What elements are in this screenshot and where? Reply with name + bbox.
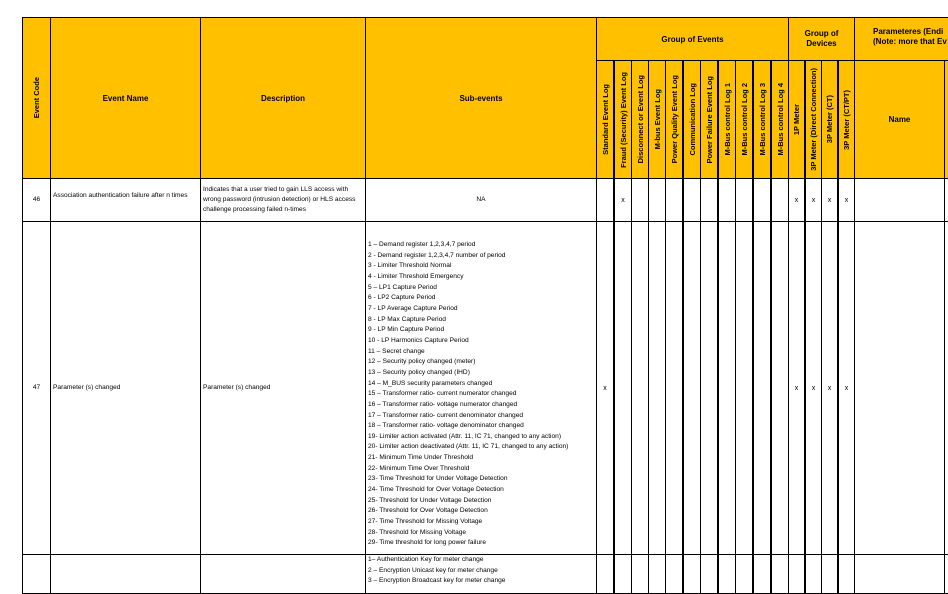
header-log-4 [665, 60, 683, 179]
row-47-sub-events [365, 221, 597, 555]
device-mark-cell [805, 221, 822, 555]
header-param-name [854, 60, 945, 179]
log-mark-cell [665, 178, 683, 222]
header-description-label: Description [260, 93, 305, 103]
sub-event-item: 2 - Demand register 1,2,3,4,7 number of period [368, 251, 506, 259]
log-mark-cell [700, 221, 718, 555]
header-log-9 [753, 60, 771, 179]
row-46-description-text: Indicates that a user tried to gain LLS access with wrong password (intrusion detection) or HLS access challenge processing failed n-times [203, 186, 356, 214]
log-mark-cell [631, 221, 649, 555]
header-description [200, 17, 366, 179]
device-mark-cell [788, 221, 805, 555]
header-device-label: 3P Meter (CT) [825, 95, 834, 144]
header-log-0 [596, 60, 614, 179]
log-mark-cell [648, 554, 666, 594]
param-extra-cell [944, 554, 948, 594]
log-mark-cell [753, 221, 771, 555]
header-log-2 [631, 60, 649, 179]
device-mark-cell [788, 554, 805, 594]
sub-event-item: 8 - LP Max Capture Period [368, 315, 446, 323]
sub-event-item: 19- Limiter action activated (Attr. 11, IC 71, changed to any action) [368, 432, 562, 440]
log-mark-cell [631, 178, 649, 222]
row-48-code [22, 554, 51, 594]
device-mark-cell [805, 178, 822, 222]
row-46-name [50, 178, 201, 222]
log-mark-cell [665, 221, 683, 555]
row-47-code-text: 47 [32, 383, 41, 391]
log-mark-cell [596, 178, 614, 222]
sub-event-item: 12 – Security policy changed (meter) [368, 358, 476, 366]
sub-event-item: 26- Threshold for Over Voltage Detection [368, 507, 488, 515]
header-group-of-events-label: Group of Events [661, 34, 724, 44]
header-log-1 [614, 60, 632, 179]
param-name-cell [854, 554, 945, 594]
row-48-description [200, 554, 366, 594]
log-mark-cell [648, 221, 666, 555]
header-log-label: M-Bus control Log 3 [757, 83, 767, 156]
log-mark-cell [614, 178, 632, 222]
header-group-of-devices-label: Group of Devices [804, 29, 839, 48]
header-log-label: Power Quality Event Log [669, 75, 679, 164]
sub-event-item: 18 – Transformer ratio- voltage denominator changed [368, 422, 524, 430]
header-log-label: Disconnect or Event Log [635, 75, 645, 164]
header-device-3 [838, 60, 855, 179]
header-log-label: M-Bus control Log 2 [739, 83, 749, 156]
row-46-code [22, 178, 51, 222]
header-sub-events-label: Sub-events [459, 93, 503, 103]
header-group-of-events [596, 17, 789, 61]
log-mark-cell [683, 178, 701, 222]
mark-x: x [794, 196, 799, 204]
header-param-name-label: Name [888, 115, 911, 124]
log-mark-cell [753, 554, 771, 594]
sub-event-item: 7 - LP Average Capture Period [368, 304, 458, 312]
log-mark-cell [614, 554, 632, 594]
header-log-label: Communication Log [687, 83, 697, 156]
header-log-label: Power Failure Event Log [704, 75, 714, 164]
header-log-label: M-Bus control Log 4 [775, 83, 785, 156]
param-name-cell [854, 178, 945, 222]
sub-event-item: 10 - LP Harmonics Capture Period [368, 336, 469, 344]
header-device-label: 3P Meter (CT/PT) [842, 89, 851, 150]
sub-event-item: 21- Minimum Time Under Threshold [368, 454, 474, 462]
log-mark-cell [683, 221, 701, 555]
log-mark-cell [648, 178, 666, 222]
header-log-label: M-Bus control Log 1 [722, 83, 732, 156]
sub-event-item: 3 - Limiter Threshold Normal [368, 262, 452, 270]
mark-x: x [844, 196, 849, 204]
mark-x: x [827, 196, 832, 204]
sub-event-item: 5 – LP1 Capture Period [368, 283, 437, 291]
log-mark-cell [735, 221, 753, 555]
log-mark-cell [771, 554, 789, 594]
header-log-label: Fraud (Security) Event Log [618, 71, 628, 168]
mark-x: x [827, 384, 832, 392]
log-mark-cell [614, 221, 632, 555]
sub-event-item: 27- Time Threshold for Missing Voltage [368, 518, 483, 526]
device-mark-cell [821, 178, 838, 222]
log-mark-cell [753, 178, 771, 222]
header-parameters-label: Parameteres (Endi (Note: more that Ev [873, 27, 947, 46]
sub-event-item: 28- Threshold for Missing Voltage [368, 528, 467, 536]
sub-event-item: 6 - LP2 Capture Period [368, 294, 436, 302]
row-47-code [22, 221, 51, 555]
log-mark-cell [718, 221, 736, 555]
row-46-name-text: Association authentication failure after n times [53, 192, 188, 199]
device-mark-cell [838, 178, 855, 222]
log-mark-cell [596, 221, 614, 555]
row-47-name-text: Parameter (s) changed [53, 383, 121, 391]
sub-event-item: 3 – Encryption Broadcast key for meter change [368, 577, 506, 585]
mark-x: x [794, 384, 799, 392]
log-mark-cell [735, 554, 753, 594]
sub-event-item: 29- Time threshold for long power failure [368, 539, 487, 547]
header-device-label: 3P Meter (Direct Connection) [809, 68, 818, 171]
log-mark-cell [683, 554, 701, 594]
header-log-7 [718, 60, 736, 179]
sub-event-item: 1 – Demand register 1,2,3,4,7 period [368, 241, 476, 248]
sub-event-item: 15 – Transformer ratio- current numerator changed [368, 390, 517, 398]
header-event-name [50, 17, 201, 179]
header-device-2 [821, 60, 838, 179]
log-mark-cell [700, 554, 718, 594]
header-log-10 [771, 60, 789, 179]
header-param-extra [944, 60, 948, 179]
log-mark-cell [700, 178, 718, 222]
sub-event-item: 1– Authentication Key for meter change [368, 556, 484, 563]
log-mark-cell [665, 554, 683, 594]
device-mark-cell [788, 178, 805, 222]
header-log-label: Standard Event Log [600, 84, 610, 155]
log-mark-cell [735, 178, 753, 222]
row-47-name [50, 221, 201, 555]
log-mark-cell [596, 554, 614, 594]
mark-x: x [621, 196, 625, 204]
header-sub-events [365, 17, 597, 179]
log-mark-cell [718, 178, 736, 222]
row-47-description-text: Parameter (s) changed [203, 383, 271, 391]
header-log-3 [648, 60, 666, 179]
sub-event-item: 23- Time Threshold for Under Voltage Detection [368, 475, 508, 483]
log-mark-cell [771, 178, 789, 222]
mark-x: x [811, 384, 816, 392]
sub-event-item: 20- Limiter action deactivated (Attr. 11, IC 71, changed to any action) [368, 443, 569, 451]
log-mark-cell [631, 554, 649, 594]
header-device-1 [805, 60, 822, 179]
device-mark-cell [805, 554, 822, 594]
sub-event-item: 16 – Transformer ratio- voltage numerator changed [368, 400, 518, 408]
header-log-label: M-bus Event Log [652, 89, 662, 150]
header-event-name-label: Event Name [102, 93, 149, 103]
sub-event-item: 24- Time Threshold for Over Voltage Detection [368, 486, 504, 494]
header-log-8 [735, 60, 753, 179]
mark-x: x [811, 196, 816, 204]
header-parameters [854, 17, 948, 61]
header-event-code [22, 17, 51, 179]
header-log-5 [683, 60, 701, 179]
mark-x: x [603, 384, 607, 392]
sub-event-item: 9 - LP Min Capture Period [368, 326, 445, 334]
param-extra-cell [944, 221, 948, 555]
mark-x: x [844, 384, 849, 392]
row-47-description [200, 221, 366, 555]
sub-event-item: 22- Minimum Time Over Threshold [368, 464, 470, 472]
log-mark-cell [718, 554, 736, 594]
param-extra-cell [944, 178, 948, 222]
sub-event-item: 25- Threshold for Under Voltage Detection [368, 496, 492, 504]
row-48-name [50, 554, 201, 594]
sub-event-item: 11 – Secret change [368, 347, 425, 355]
header-device-0 [788, 60, 805, 179]
sub-event-item: 2 – Encryption Unicast key for meter change [368, 566, 498, 574]
device-mark-cell [838, 221, 855, 555]
log-mark-cell [771, 221, 789, 555]
row-46-description [200, 178, 366, 222]
row-46-sub-events-text: NA [476, 195, 486, 203]
device-mark-cell [821, 221, 838, 555]
header-group-of-devices [788, 17, 855, 61]
device-mark-cell [821, 554, 838, 594]
header-log-6 [700, 60, 718, 179]
row-48-sub-events [365, 554, 597, 594]
row-46-sub-events [365, 178, 597, 222]
param-name-cell [854, 221, 945, 555]
sub-event-item: 4 - Limiter Threshold Emergency [368, 272, 464, 280]
header-event-code-label: Event Code [32, 77, 41, 119]
device-mark-cell [838, 554, 855, 594]
row-46-code-text: 46 [32, 195, 41, 203]
sub-event-item: 13 – Security policy changed (IHD) [368, 368, 470, 376]
sub-event-item: 17 – Transformer ratio- current denominator changed [368, 411, 524, 419]
header-device-label: 1P Meter [792, 103, 801, 136]
sub-event-item: 14 – M_BUS security parameters changed [368, 379, 493, 387]
